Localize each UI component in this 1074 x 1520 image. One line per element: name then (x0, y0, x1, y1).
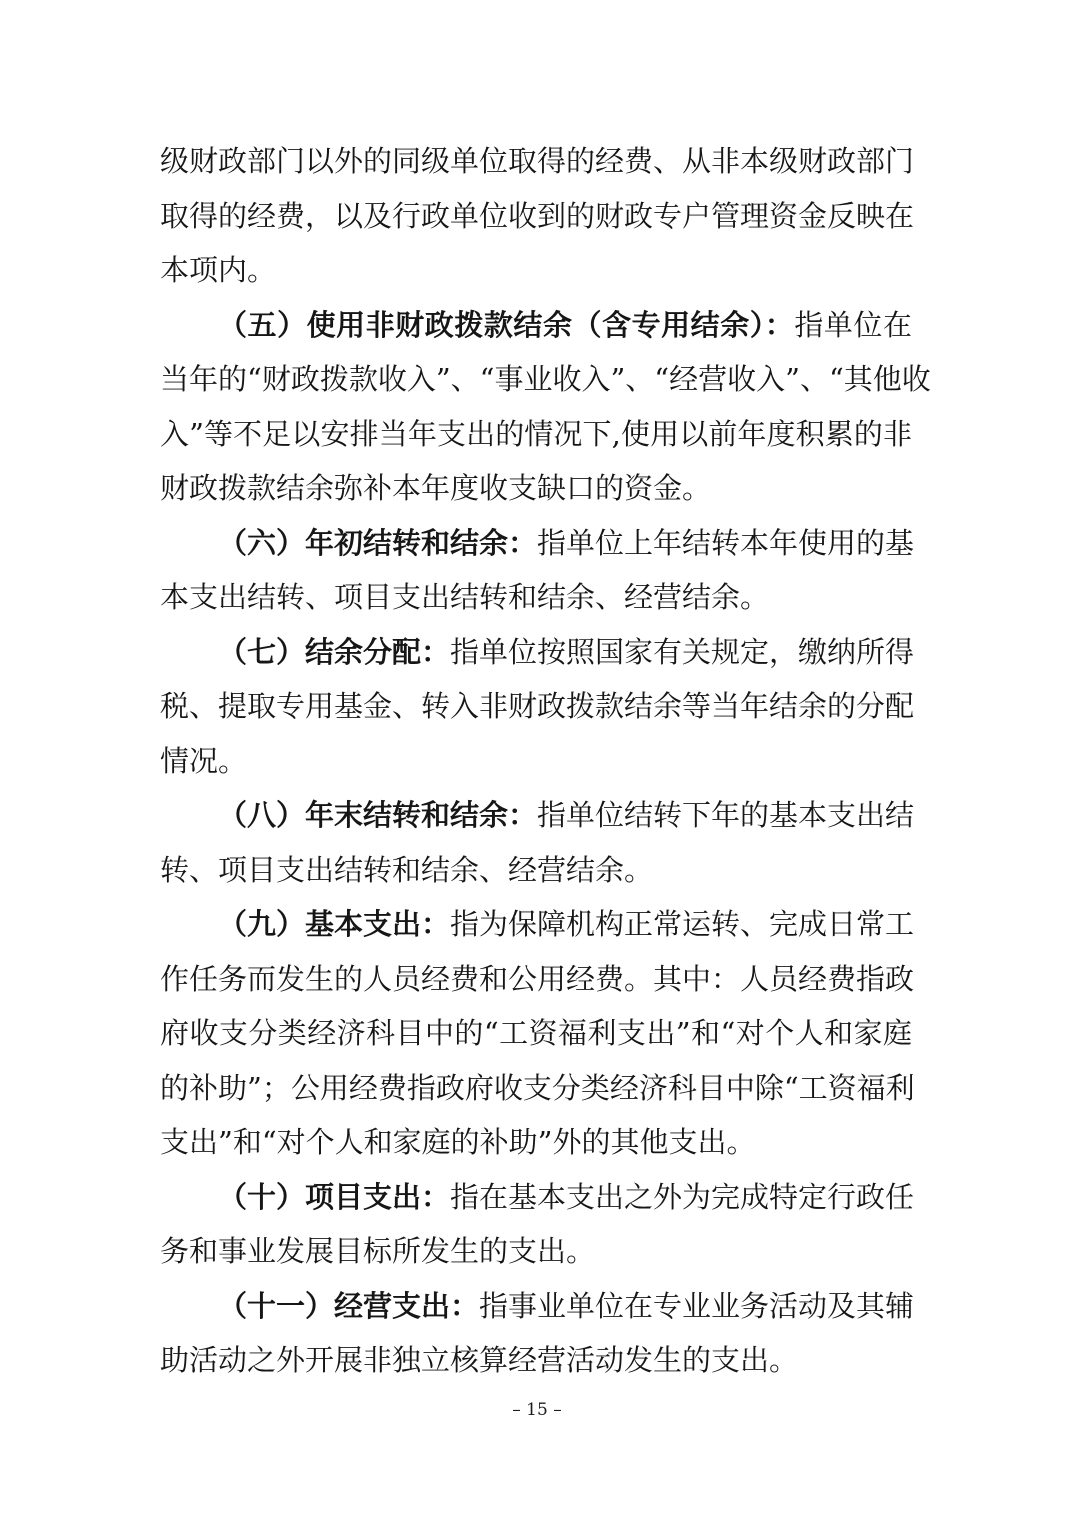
text-line (160, 1115, 912, 1170)
line-text: 转、项目支出结转和结余、经营结余。 (160, 852, 654, 887)
line-text: 本支出结转、项目支出结转和结余、经营结余。 (160, 580, 770, 614)
item-heading: （九）基本支出： (218, 907, 451, 941)
line-text: 当年的“财政拨款收入”、“事业收入”、“经营收入”、“其他收 (160, 362, 931, 396)
text-line (160, 1333, 912, 1388)
line-text: 情况。 (160, 743, 248, 778)
text-line (160, 952, 915, 1007)
text-line (160, 1279, 915, 1334)
text-line (160, 897, 915, 952)
text-line (160, 461, 912, 516)
text-line (160, 1170, 915, 1225)
item-heading: （七）结余分配： (218, 634, 451, 669)
line-text: 助活动之外开展非独立核算经营活动发生的支出。 (160, 1343, 799, 1377)
text-line (160, 625, 915, 680)
line-text: 指事业单位在专业业务活动及其辅 (479, 1288, 915, 1323)
item-heading: （十）项目支出： (218, 1179, 451, 1214)
page-number: – 15 – (512, 1400, 562, 1420)
line-text: 级财政部门以外的同级单位取得的经费、从非本级财政部门 (160, 144, 915, 178)
line-text: 的补助”；公用经费指政府收支分类经济科目中除“工资福利 (160, 1070, 915, 1105)
line-text: 指为保障机构正常运转、完成日常工 (450, 907, 915, 941)
line-text: 财政拨款结余弥补本年度收支缺口的资金。 (160, 471, 712, 505)
text-line (160, 352, 931, 407)
line-text: 作任务而发生的人员经费和公用经费。其中：人员经费指政 (160, 961, 915, 996)
document-body (160, 134, 931, 1388)
text-line (160, 134, 915, 189)
item-heading: （五）使用非财政拨款结余（含专用结余）： (218, 307, 795, 342)
text-line (160, 298, 912, 353)
item-heading: （八）年末结转和结余： (218, 798, 538, 832)
text-line (160, 1006, 912, 1061)
item-heading: （六）年初结转和结余： (218, 525, 538, 560)
text-line (160, 407, 912, 462)
text-line (160, 788, 915, 843)
line-text: 支出”和“对个人和家庭的补助”外的其他支出。 (160, 1125, 756, 1159)
line-text: 本项内。 (160, 253, 277, 287)
text-line (160, 570, 912, 625)
line-text: 税、提取专用基金、转入非财政拨款结余等当年结余的分配 (160, 689, 915, 723)
line-text: 指在基本支出之外为完成特定行政任 (450, 1179, 915, 1214)
line-text: 入”等不足以安排当年支出的情况下,使用以前年度积累的非 (160, 416, 912, 451)
text-line (160, 679, 915, 734)
line-text: 取得的经费，以及行政单位收到的财政专户管理资金反映在 (160, 198, 915, 233)
text-line (160, 1224, 912, 1279)
line-text: 指单位在 (794, 307, 912, 342)
text-line (160, 516, 915, 571)
text-line (160, 189, 915, 244)
item-heading: （十一）经营支出： (218, 1288, 480, 1323)
text-line (160, 843, 912, 898)
line-text: 指单位结转下年的基本支出结 (537, 798, 915, 832)
text-line (160, 1061, 915, 1116)
text-line (160, 734, 912, 789)
line-text: 指单位上年结转本年使用的基 (537, 525, 915, 560)
line-text: 指单位按照国家有关规定，缴纳所得 (450, 634, 915, 669)
text-line (160, 243, 912, 298)
line-text: 府收支分类经济科目中的“工资福利支出”和“对个人和家庭 (160, 1016, 912, 1050)
line-text: 务和事业发展目标所发生的支出。 (160, 1234, 596, 1268)
